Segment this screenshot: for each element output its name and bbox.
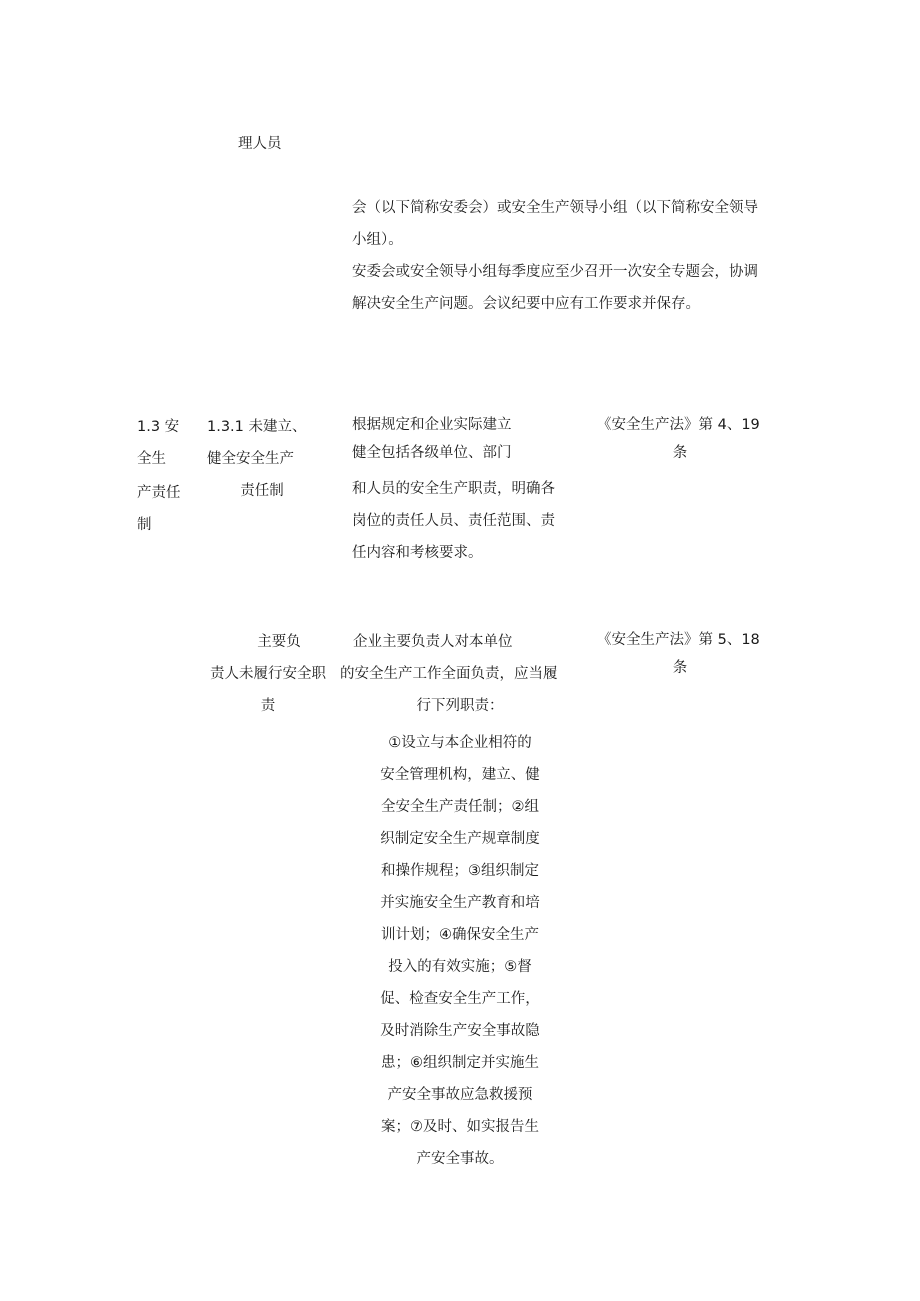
text-line: 制 [137,517,152,533]
text-line: 行下列职责： [416,698,504,714]
list-item: 全安全生产责任制；②组 [381,799,539,815]
text-line: 健全包括各级单位、部门 [352,445,512,461]
list-item: 及时消除生产安全事故隐 [380,1023,540,1039]
cell-basis-1-3-1 [597,411,777,467]
list-item: 训计划；④确保安全生产 [381,927,539,943]
text-line: 岗位的责任人员、责任范围、责 [352,513,555,529]
cell-item-continued [238,128,282,160]
list-item: 投入的有效实施；⑤督 [388,959,532,975]
list-item: 患；⑥组织制定并实施生 [381,1055,539,1071]
text-line: 1.3.1 未建立、 [207,419,307,435]
duty-list [350,727,570,1175]
text-line: 责人未履行安全职 [210,666,326,682]
text-line: 根据规定和企业实际建立 [352,417,512,433]
text-line: 条 [672,445,688,461]
text-line: 产责任 [137,485,181,501]
list-item: 产安全事故。 [416,1151,504,1167]
list-item: ①设立与本企业相符的 [388,735,532,751]
text-line: 企业主要负责人对本单位 [353,634,513,650]
text-line: 主要负 [257,634,301,650]
text-line: 1.3 安 [137,419,180,435]
cell-requirement-continued [352,192,758,320]
text-line: 解决安全生产问题。会议纪要中应有工作要求并保存。 [352,296,700,312]
cell-category-1-3 [137,411,181,541]
text-line: 全生 [137,451,166,467]
list-item: 案；⑦及时、如实报告生 [381,1119,539,1135]
text-line: 《安全生产法》第 4、19 [597,417,760,433]
text-line: 责任制 [240,483,284,499]
cell-item-1-3-1 [207,411,317,507]
text-line: 健全安全生产 [207,451,294,467]
text-line: 会（以下简称安委会）或安全生产领导小组（以下简称安全领导 [352,200,758,216]
cell-requirement-1-3-1 [352,411,555,569]
list-item: 和操作规程；③组织制定 [381,863,539,879]
text-line: 的安全生产工作全面负责，应当履 [340,666,558,682]
text-line: 《安全生产法》第 5、18 [597,632,760,648]
text-line: 和人员的安全生产职责，明确各 [352,481,555,497]
cell-requirement-principal [340,626,580,722]
text-line: 理人员 [238,136,282,152]
list-item: 织制定安全生产规章制度 [380,831,540,847]
list-item: 产安全事故应急救援预 [387,1087,533,1103]
list-item: 促、检查安全生产工作， [380,991,540,1007]
cell-item-principal [202,626,334,722]
text-line: 条 [672,660,688,676]
list-item: 并实施安全生产教育和培 [380,895,540,911]
text-line: 小组）。 [352,232,403,248]
cell-basis-principal [597,626,777,682]
text-line: 责 [260,698,276,714]
list-item: 安全管理机构，建立、健 [380,767,540,783]
text-line: 任内容和考核要求。 [352,545,483,561]
text-line: 安委会或安全领导小组每季度应至少召开一次安全专题会，协调 [352,264,758,280]
